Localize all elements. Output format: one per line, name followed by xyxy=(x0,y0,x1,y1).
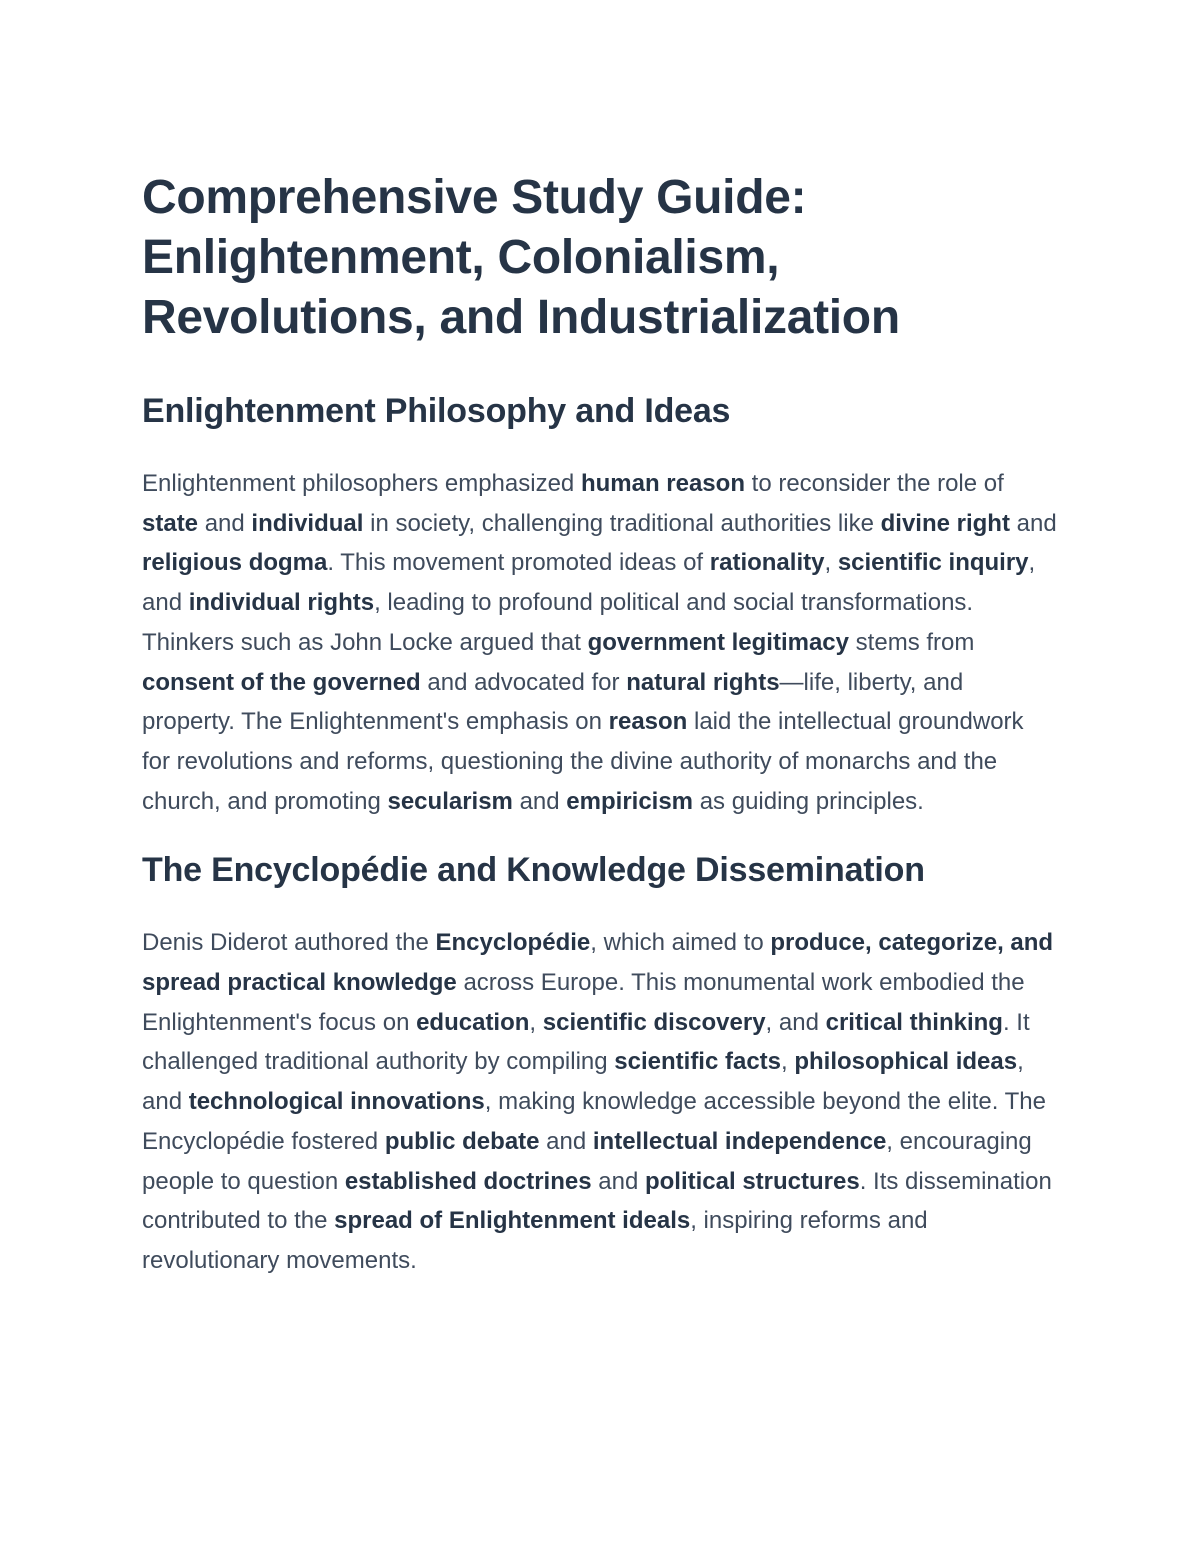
section-heading-enlightenment: Enlightenment Philosophy and Ideas xyxy=(142,392,731,430)
document-page xyxy=(142,168,1057,1281)
document-title: Comprehensive Study Guide: Enlightenment, Colonialism, Revolutions, and Industrialization xyxy=(142,171,900,344)
section-heading-encyclopedie: The Encyclopédie and Knowledge Dissemination xyxy=(142,851,925,890)
section-paragraph-encyclopedie: Denis Diderot authored the Encyclopédie, which aimed to produce, categorize, and spread practical knowledge across Europe. This monumental work embodied the Enlightenment's focus on education, scientific discovery, and critical thinking. It challenged traditional authority by compiling scientific facts, philosophical ideas, and technological innovations, making knowledge accessible beyond the elite. The Encyclopédie fostered public debate and intellectual independence, encouraging people to question established doctrines and political structures. Its dissemination contributed to the spread of Enlightenment ideals, inspiring reforms and revolutionary movements. xyxy=(142,929,1054,1274)
section-paragraph-enlightenment: Enlightenment philosophers emphasized human reason to reconsider the role of state and individual in society, challenging traditional authorities like divine right and religious dogma. This movement promoted ideas of rationality, scientific inquiry, and individual rights, leading to profound political and social transformations. Thinkers such as John Locke argued that government legitimacy stems from consent of the governed and advocated for natural rights—life, liberty, and property. The Enlightenment's emphasis on reason laid the intellectual groundwork for revolutions and reforms, questioning the divine authority of monarchs and the church, and promoting secularism and empiricism as guiding principles. xyxy=(142,470,1057,815)
